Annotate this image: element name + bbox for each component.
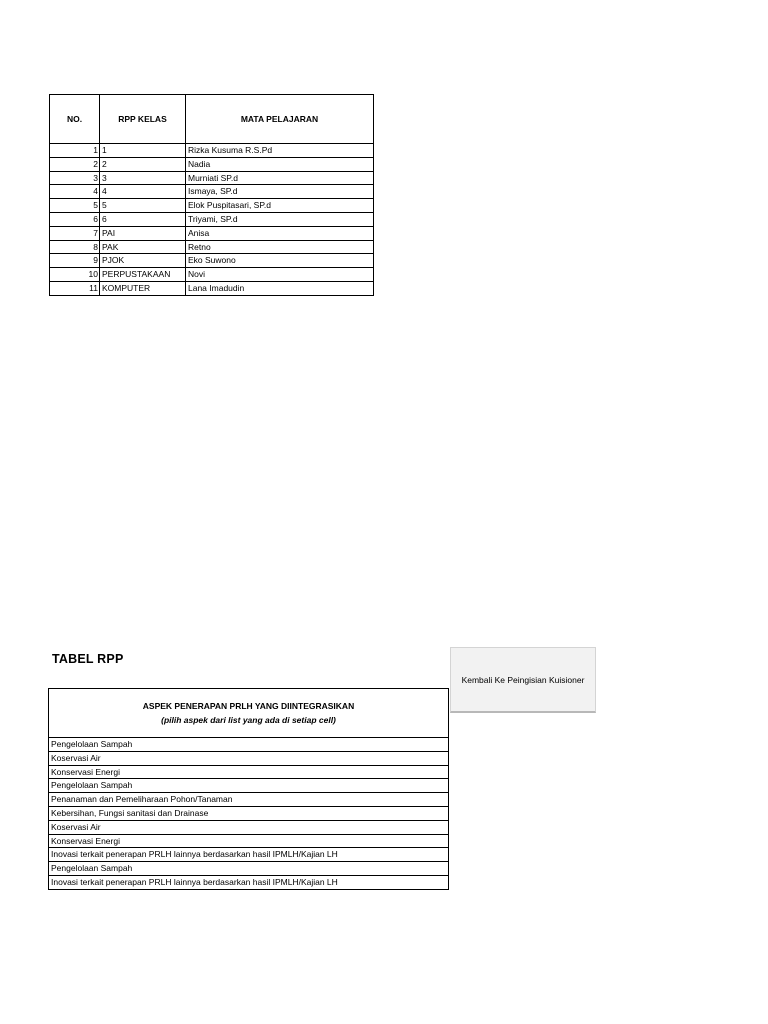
cell-aspek[interactable]: Pengelolaan Sampah [49, 862, 449, 876]
cell-aspek[interactable]: Penanaman dan Pemeliharaan Pohon/Tanaman [49, 793, 449, 807]
rpp-kelas-row [50, 171, 374, 185]
cell-aspek[interactable]: Kebersihan, Fungsi sanitasi dan Drainase [49, 806, 449, 820]
cell-rpp-kelas[interactable]: PJOK [100, 254, 186, 268]
cell-no[interactable]: 8 [50, 240, 100, 254]
cell-mata-pelajaran[interactable]: Novi [186, 268, 374, 282]
aspek-prlh-table [48, 688, 449, 890]
aspek-row [49, 875, 449, 889]
cell-mata-pelajaran[interactable]: Triyami, SP.d [186, 212, 374, 226]
cell-no[interactable]: 3 [50, 171, 100, 185]
cell-rpp-kelas[interactable]: PAI [100, 226, 186, 240]
back-to-questionnaire-button[interactable]: Kembali Ke Peingisian Kuisioner [450, 647, 596, 713]
cell-mata-pelajaran[interactable]: Nadia [186, 157, 374, 171]
aspek-row [49, 848, 449, 862]
cell-rpp-kelas[interactable]: 4 [100, 185, 186, 199]
header-no: NO. [50, 95, 100, 144]
rpp-kelas-row [50, 268, 374, 282]
cell-mata-pelajaran[interactable]: Retno [186, 240, 374, 254]
cell-rpp-kelas[interactable]: PERPUSTAKAAN [100, 268, 186, 282]
cell-mata-pelajaran[interactable]: Ismaya, SP.d [186, 185, 374, 199]
cell-no[interactable]: 5 [50, 199, 100, 213]
cell-rpp-kelas[interactable]: KOMPUTER [100, 281, 186, 295]
section-title: TABEL RPP [52, 652, 124, 666]
rpp-kelas-row [50, 226, 374, 240]
cell-no[interactable]: 4 [50, 185, 100, 199]
cell-aspek[interactable]: Konservasi Energi [49, 765, 449, 779]
aspek-header-cell [49, 689, 449, 738]
aspek-row [49, 862, 449, 876]
rpp-kelas-row [50, 185, 374, 199]
aspek-header-hint: (pilih aspek dari list yang ada di setiap cell) [161, 715, 336, 725]
cell-aspek[interactable]: Pengelolaan Sampah [49, 779, 449, 793]
cell-rpp-kelas[interactable]: 1 [100, 144, 186, 158]
cell-rpp-kelas[interactable]: 3 [100, 171, 186, 185]
aspek-header-title: ASPEK PENERAPAN PRLH YANG DIINTEGRASIKAN [142, 701, 355, 711]
rpp-kelas-row [50, 240, 374, 254]
cell-mata-pelajaran[interactable]: Murniati SP.d [186, 171, 374, 185]
header-rpp-kelas: RPP KELAS [100, 95, 186, 144]
cell-no[interactable]: 1 [50, 144, 100, 158]
cell-mata-pelajaran[interactable]: Lana Imadudin [186, 281, 374, 295]
cell-no[interactable]: 7 [50, 226, 100, 240]
cell-rpp-kelas[interactable]: 5 [100, 199, 186, 213]
cell-mata-pelajaran[interactable]: Elok Puspitasari, SP.d [186, 199, 374, 213]
rpp-kelas-table [49, 94, 374, 296]
cell-aspek[interactable]: Inovasi terkait penerapan PRLH lainnya berdasarkan hasil IPMLH/Kajian LH [49, 848, 449, 862]
rpp-kelas-row [50, 144, 374, 158]
aspek-row [49, 779, 449, 793]
cell-aspek[interactable]: Konservasi Energi [49, 834, 449, 848]
cell-rpp-kelas[interactable]: 2 [100, 157, 186, 171]
cell-no[interactable]: 10 [50, 268, 100, 282]
cell-no[interactable]: 9 [50, 254, 100, 268]
aspek-row [49, 793, 449, 807]
cell-mata-pelajaran[interactable]: Anisa [186, 226, 374, 240]
cell-aspek[interactable]: Koservasi Air [49, 751, 449, 765]
rpp-kelas-header-row [50, 95, 374, 144]
cell-mata-pelajaran[interactable]: Rizka Kusuma R.S.Pd [186, 144, 374, 158]
cell-aspek[interactable]: Koservasi Air [49, 820, 449, 834]
rpp-kelas-row [50, 199, 374, 213]
cell-rpp-kelas[interactable]: PAK [100, 240, 186, 254]
aspek-row [49, 738, 449, 752]
aspek-row [49, 751, 449, 765]
aspek-header-row [49, 689, 449, 738]
aspek-row [49, 834, 449, 848]
rpp-kelas-row [50, 212, 374, 226]
rpp-kelas-row [50, 157, 374, 171]
aspek-row [49, 820, 449, 834]
aspek-row [49, 765, 449, 779]
aspek-row [49, 806, 449, 820]
cell-no[interactable]: 11 [50, 281, 100, 295]
cell-rpp-kelas[interactable]: 6 [100, 212, 186, 226]
cell-no[interactable]: 6 [50, 212, 100, 226]
rpp-kelas-row [50, 254, 374, 268]
cell-aspek[interactable]: Pengelolaan Sampah [49, 738, 449, 752]
rpp-kelas-row [50, 281, 374, 295]
cell-no[interactable]: 2 [50, 157, 100, 171]
cell-aspek[interactable]: Inovasi terkait penerapan PRLH lainnya berdasarkan hasil IPMLH/Kajian LH [49, 875, 449, 889]
cell-mata-pelajaran[interactable]: Eko Suwono [186, 254, 374, 268]
header-mata-pelajaran: MATA PELAJARAN [186, 95, 374, 144]
